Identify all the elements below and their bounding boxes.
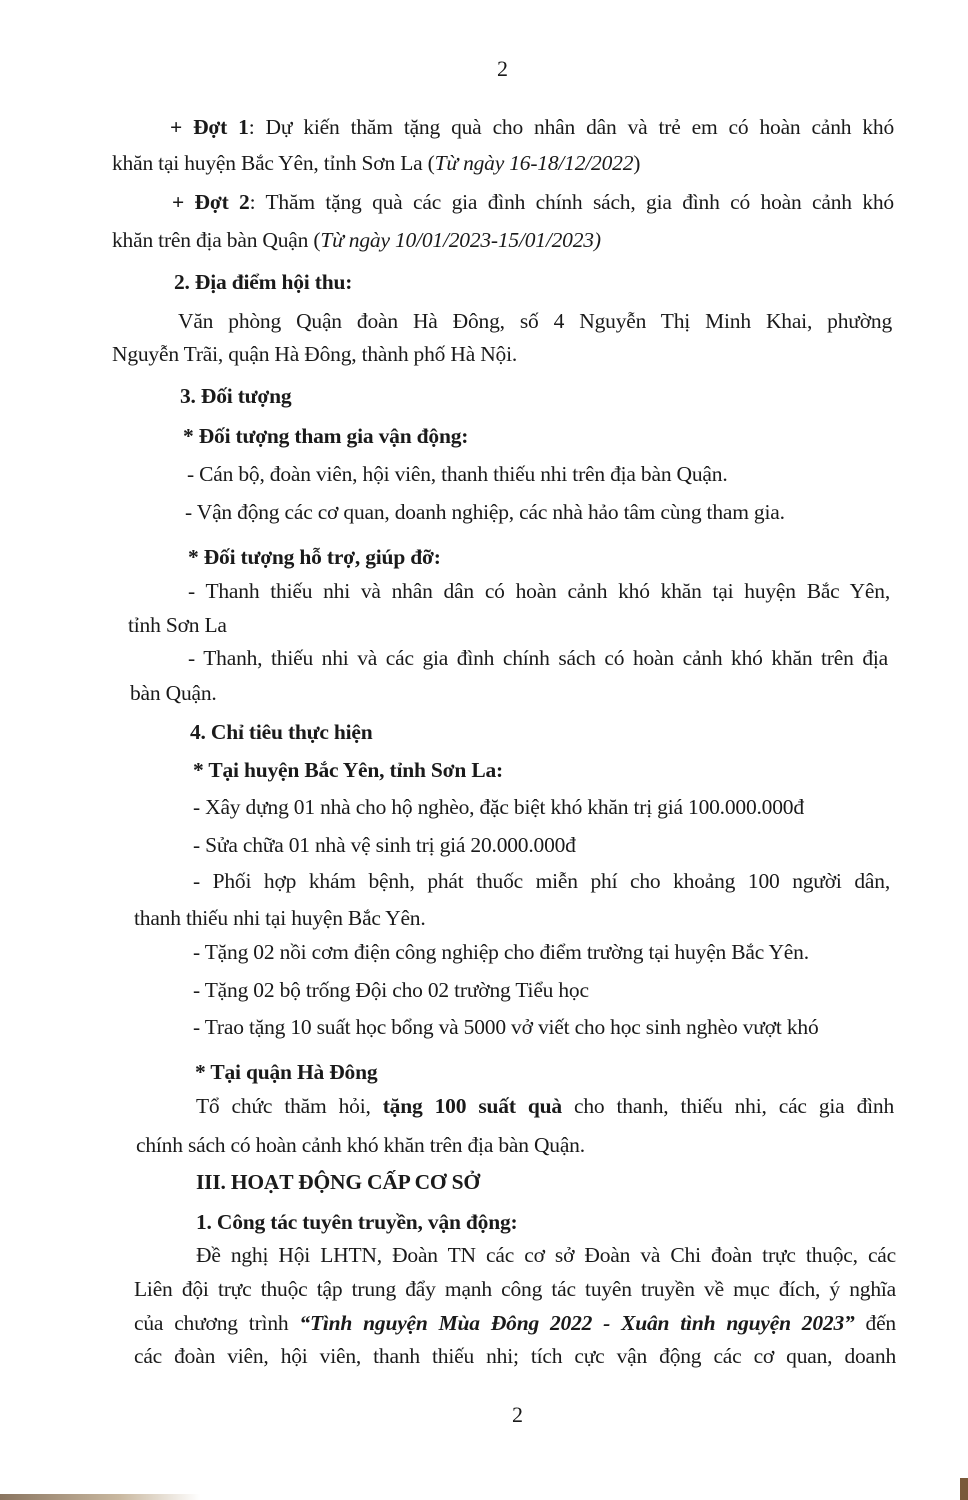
dot2-line-2 [112,228,601,253]
dot2-date: Từ ngày 10/01/2023-15/01/2023) [320,228,601,252]
section4-item3-l1: - Phối hợp khám bệnh, phát thuốc miễn phí cho khoảng 100 người dân, [193,869,890,893]
section-iii-p-l2: Liên đội trực thuộc tập trung đẩy mạnh công tác tuyên truyền về mục đích, ý nghĩa [134,1277,896,1301]
p-l3-post: đến [854,1311,896,1335]
dot2-text-2: khăn trên địa bàn Quận ( [112,228,321,252]
section-iii-sub1: 1. Công tác tuyên truyền, vận động: [196,1210,518,1234]
page-number-top: 2 [497,56,508,81]
dot1-line-1 [170,115,894,140]
section4-item-b: - Tặng 02 bộ trống Đội cho 02 trường Tiểu học [193,978,589,1002]
section4-sub2: * Tại quận Hà Đông [195,1060,378,1084]
section2-line-1: Văn phòng Quận đoàn Hà Đông, số 4 Nguyễn Thị Minh Khai, phường [178,309,892,333]
section4-hd-l2: chính sách có hoàn cảnh khó khăn trên địa bàn Quận. [136,1133,585,1157]
section3-sub2-item2-l1: - Thanh, thiếu nhi và các gia đình chính sách có hoàn cảnh khó khăn trên địa [188,646,888,670]
section2-line-2: Nguyễn Trãi, quận Hà Đông, thành phố Hà Nội. [112,342,518,366]
p-l3-pre: của chương trình [134,1311,300,1335]
section3-sub2-item1-l2: tỉnh Sơn La [128,613,227,637]
dot1-close: ) [633,151,641,175]
section4-item: - Xây dựng 01 nhà cho hộ nghèo, đặc biệt khó khăn trị giá 100.000.000đ [193,795,804,819]
dot2-line-1 [172,190,894,215]
section3-sub2: * Đối tượng hỗ trợ, giúp đỡ: [188,545,441,569]
section2-heading: 2. Địa điểm hội thu: [174,270,353,294]
page-number-bottom: 2 [512,1402,523,1427]
hd-bold: tặng 100 suất quà [382,1094,562,1118]
section-iii-p-l1: Đề nghị Hội LHTN, Đoàn TN các cơ sở Đoàn và Chi đoàn trực thuộc, các [196,1243,896,1267]
section-iii-p-l3 [134,1311,896,1336]
section4-item-b: - Tặng 02 nồi cơm điện công nghiệp cho điểm trường tại huyện Bắc Yên. [193,940,809,964]
section3-sub1: * Đối tượng tham gia vận động: [183,424,469,448]
dot1-line-2 [112,151,640,176]
hd-pre: Tổ chức thăm hỏi, [196,1094,383,1118]
section4-item3-l2: thanh thiếu nhi tại huyện Bắc Yên. [134,906,426,930]
dot1-text-1: : Dự kiến thăm tặng quà cho nhân dân và trẻ em có hoàn cảnh khó [248,115,894,139]
section3-heading: 3. Đối tượng [180,384,292,408]
dot1-text-2: khăn tại huyện Bắc Yên, tỉnh Sơn La ( [112,151,435,175]
dot2-label: + Đợt 2 [172,190,250,214]
section-iii-p-l4: các đoàn viên, hội viên, thanh thiếu nhi; tích cực vận động các cơ quan, doanh [134,1344,896,1368]
section3-sub1-item: - Vận động các cơ quan, doanh nghiệp, các nhà hảo tâm cùng tham gia. [185,500,785,524]
dot2-text-1: : Thăm tặng quà các gia đình chính sách, gia đình có hoàn cảnh khó [249,190,894,214]
section4-item-b: - Trao tặng 10 suất học bổng và 5000 vở viết cho học sinh nghèo vượt khó [193,1015,819,1039]
section3-sub2-item1-l1: - Thanh thiếu nhi và nhân dân có hoàn cảnh khó khăn tại huyện Bắc Yên, [188,579,890,603]
scan-shadow-right [960,1478,968,1500]
dot1-date: Từ ngày 16-18/12/2022 [434,151,634,175]
dot1-label: + Đợt 1 [170,115,249,139]
hd-post: cho thanh, thiếu nhi, các gia đình [561,1094,894,1118]
scan-shadow-left [0,1494,200,1500]
section4-item: - Sửa chữa 01 nhà vệ sinh trị giá 20.000.000đ [193,833,576,857]
section4-sub1: * Tại huyện Bắc Yên, tỉnh Sơn La: [193,758,503,782]
section4-heading: 4. Chỉ tiêu thực hiện [190,720,373,744]
section-iii-heading: III. HOẠT ĐỘNG CẤP CƠ SỞ [196,1170,480,1194]
section3-sub1-item: - Cán bộ, đoàn viên, hội viên, thanh thiếu nhi trên địa bàn Quận. [187,462,728,486]
section4-hd-l1 [196,1094,894,1119]
section3-sub2-item2-l2: bàn Quận. [130,681,217,705]
program-title: “Tình nguyện Mùa Đông 2022 - Xuân tình nguyện 2023” [299,1311,855,1335]
